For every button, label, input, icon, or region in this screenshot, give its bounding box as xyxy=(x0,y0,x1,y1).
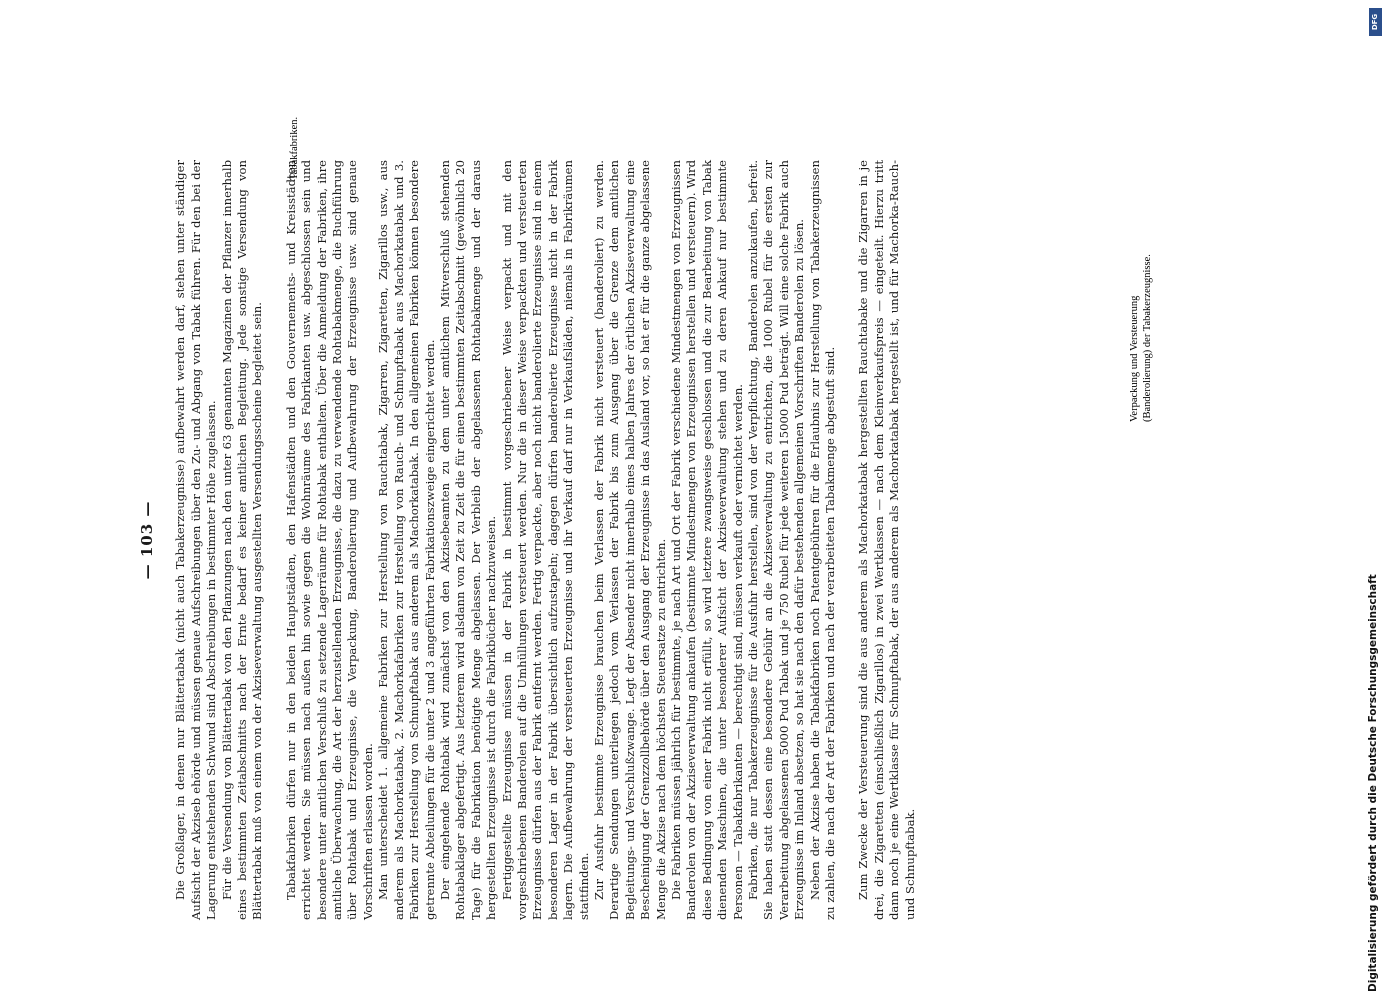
paragraph-patentgebuehren: Neben der Akzise haben die Tabakfabriken noch Patentgebühren für die Erlaubnis zur Herstellung von Tabakerzeugnissen zu zahlen, die nach der Art der Fabriken und nach der verarbeiteten Tabakmenge abgestuft sind. xyxy=(807,160,838,920)
paragraph-fertige-erzeugnisse: Fertiggestellte Erzeugnisse müssen in der Fabrik in bestimmt vorgeschriebener Weise verpackt und mit den vorgeschriebenen Banderolen auf die Umhüllungen versteuert werden. Nur die in dieser Weise verpackten und versteuerten Erzeugnisse dürfen aus der Fabrik entfernt werden. Fertig verpackte, aber noch nicht banderolierte Erzeugnisse sind in einem besonderen Lager in der Fabrik übersichtlich aufzustapeln; dagegen dürfen banderolierte Erzeugnisse nicht in der Fabrik lagern. Die Aufbewahrung der versteuerten Erzeugnisse und ihr Verkauf darf nur in Verkaufsläden, niemals in Fabrikräumen stattfinden. xyxy=(499,160,591,920)
paragraph-mindestmengen: Die Fabriken müssen jährlich für bestimmte, je nach Art und Ort der Fabrik verschiedene Mindestmengen von Erzeugnissen Banderolen von der Akziseverwaltung ankaufen (bestimmte Mindestmengen von Erzeugnissen herstellen und versteuern). Wird diese Bedingung von einer Fabrik nicht erfüllt, so wird letztere zwangsweise geschlossen und die zur Bearbeitung von Tabak dienenden Maschinen, die unter besonderer Aufsicht der Akziseverwaltung stehen und zu deren Ankauf nur bestimmte Personen — Tabakfabrikanten — berechtigt sind, müssen verkauft oder vernichtet werden. xyxy=(669,160,745,920)
dfg-logo xyxy=(1369,8,1382,36)
paragraph-tabakfabriken: Tabakfabriken dürfen nur in den beiden Hauptstädten, den Hafenstädten und den Gouvernements- und Kreisstädten errichtet werden. Sie müssen nach außen hin sowie gegen die Wohnräume des Fabrikanten usw. abgeschlossen sein und besondere unter amtlichen Verschluß zu setzende Lagerräume für Rohtabak enthalten. Über die Anmeldung der Fabriken, ihre amtliche Überwachung, die Art der herzustellenden Erzeugnisse, die dazu zu verwendende Rohtabakmenge, die Buchführung über Rohtabak und Erzeugnisse, die Verpackung, Banderolierung und Aufbewahrung der Erzeugnisse usw. sind genaue Vorschriften erlassen worden. xyxy=(283,160,375,920)
paragraph-unterscheidung: Man unterscheidet 1. allgemeine Fabriken zur Herstellung von Rauchtabak, Zigarren, Zigaretten, Zigarillos usw., aus anderem als Machorkatabak, 2. Machorkafabriken zur Herstellung von Rauch- und Schnupftabak aus Machorkatabak und 3. Fabriken zur Herstellung von Schnupftabak aus anderem als Machorkatabak. In den allgemeinen Fabriken können besondere getrennte Abteilungen für die unter 2 und 3 angeführten Fabrikationszweige eingerichtet werden. xyxy=(376,160,437,920)
dfg-logo-text: DFG xyxy=(1371,13,1380,31)
margin-note-verpackung: Verpackung und Versteuerung (Banderolierung) der Tabakerzeugnisse. xyxy=(1129,254,1153,422)
paragraph-ausfuhr: Zur Ausfuhr bestimmte Erzeugnisse brauchen beim Verlassen der Fabrik nicht versteuert (banderoliert) zu werden. Derartige Sendungen unterliegen jedoch vom Verlassen der Fabrik bis zum Ausgang über die Grenze dem amtlichen Begleitungs- und Verschlußzwange. Legt der Absender nicht innerhalb eines halben Jahres der örtlichen Akziseverwaltung eine Bescheinigung der Grenzzollbehörde über den Ausgang der Erzeugnisse in das Ausland vor, so hat er für die ganze abgelassene Menge die Akzise nach dem höchsten Steuersatze zu entrichten. xyxy=(591,160,668,920)
digitization-credit: Digitalisierung gefördert durch die Deutsche Forschungsgemeinschaft xyxy=(1367,574,1379,992)
rotated-text-block xyxy=(140,160,1250,920)
paragraph-versendung: Für die Versendung von Blättertabak von den Pflanzungen nach den unter 63 genannten Magazinen der Pflanzer innerhalb eines bestimmten Zeitabschnitts nach der Ernte bedarf es keiner amtlichen Begleitung. Jede sonstige Versendung von Blättertabak muß von einem von der Akziseverwaltung ausgestellten Versendungsscheine begleitet sein. xyxy=(219,160,265,920)
page-number: — 103 — xyxy=(138,500,156,580)
paragraph-ausfuhrfabriken: Fabriken, die nur Tabakerzeugnisse für die Ausfuhr herstellen, sind von der Verpflichtung, Banderolen anzukaufen, befreit. Sie haben statt dessen eine besondere Gebühr an die Akziseverwaltung zu entrichten, die 1000 Rubel für die ersten zur Verarbeitung abgelassenen 5000 Pud Tabak und je 750 Rubel für jede weiteren 15000 Pud beträgt. Will eine solche Fabrik auch Erzeugnisse im Inland absetzen, so hat sie nach den dafür bestehenden allgemeinen Vorschriften Banderolen zu lösen. xyxy=(746,160,807,920)
paragraph-versteuerung: Zum Zwecke der Versteuerung sind die aus anderem als Machorkatabak hergestellten Rauchtabake und die Zigarren in je drei, die Zigaretten (einschließlich Zigarillos) in zwei Wertklassen — nach dem Kleinverkaufspreis — eingeteilt. Hierzu tritt dann noch je eine Wertklasse für Schnupftabak, der aus anderem als Machorkatabak hergestellt ist, und für Machorka-Rauch- und Schnupftabak. xyxy=(856,160,917,920)
paragraph-rohtabak: Der eingehende Rohtabak wird zunächst von den Akzisebeamten zu dem unter amtlichem Mitverschluß stehenden Rohtabaklager abgefertigt. Aus letzterem wird alsdann von Zeit zu Zeit die für einen bestimmten Zeitabschnitt (gewöhnlich 20 Tage) für die Fabrikation benötigte Menge abgelassen. Der Verbleib der abgelassenen Rohtabakmenge und der daraus hergestellten Erzeugnisse ist durch die Fabrikbücher nachzuweisen. xyxy=(437,160,499,920)
margin-note-tabakfabriken: Tabakfabriken. xyxy=(289,116,300,180)
paragraph-grosslager: Die Großlager, in denen nur Blättertabak (nicht auch Tabakerzeugnisse) aufbewahrt werden darf, stehen unter ständiger Aufsicht der Akziseb ehörde und müssen genaue Aufschreibungen über den Zu- und Abgang von Tabak führen. Für den bei der Lagerung entstehenden Schwund sind Abschreibungen in bestimmter Höhe zugelassen. xyxy=(173,160,219,920)
